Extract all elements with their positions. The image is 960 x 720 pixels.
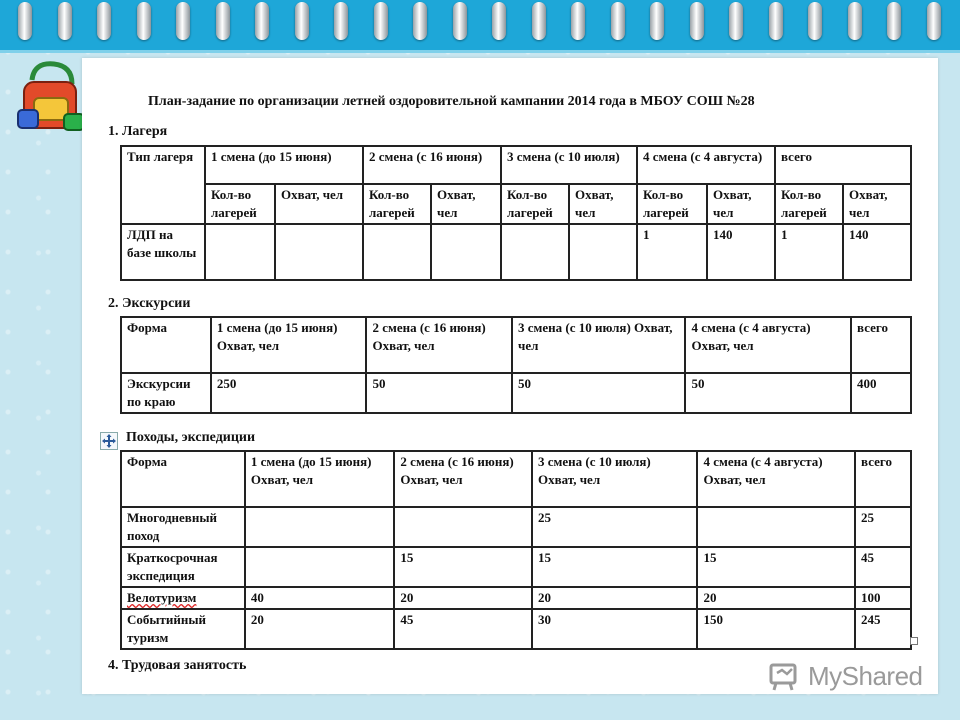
table-cell: 140	[843, 224, 911, 280]
row-label: Многодневный поход	[121, 507, 245, 547]
table-cell: 30	[532, 609, 697, 649]
presentation-logo-icon	[768, 661, 802, 691]
table-cell: 50	[512, 373, 685, 413]
table-cell: 25	[855, 507, 911, 547]
document-page	[82, 58, 938, 694]
table-subheader-row	[121, 184, 911, 224]
table-cell: 15	[394, 547, 532, 587]
table-cell: 1	[637, 224, 707, 280]
row-label	[121, 587, 245, 609]
table-cell	[697, 507, 855, 547]
binder-ring	[453, 2, 467, 40]
binder-ring	[887, 2, 901, 40]
header-cell: 2 смена (с 16 июня) Охват, чел	[394, 451, 532, 507]
binder-ring	[176, 2, 190, 40]
table-cell: 400	[851, 373, 911, 413]
binder-ring	[295, 2, 309, 40]
table-cell	[245, 507, 395, 547]
binder-ring	[492, 2, 506, 40]
watermark	[768, 656, 938, 696]
table-header-row	[121, 317, 911, 373]
header-cell: Форма	[121, 451, 245, 507]
subheader-cell: Охват, чел	[431, 184, 501, 224]
table-cell: 140	[707, 224, 775, 280]
binder-ring	[571, 2, 585, 40]
table-cell: 45	[394, 609, 532, 649]
header-cell: 4 смена (с 4 августа)	[637, 146, 775, 184]
binder-ring	[216, 2, 230, 40]
table-cell: 20	[394, 587, 532, 609]
subheader-cell: Кол-во лагерей	[363, 184, 431, 224]
row-label: Экскурсии по краю	[121, 373, 211, 413]
header-cell: 4 смена (с 4 августа) Охват, чел	[685, 317, 851, 373]
table-row	[121, 224, 911, 280]
row-label: Краткосрочная экспедиция	[121, 547, 245, 587]
header-cell: 3 смена (с 10 июля) Охват, чел	[532, 451, 697, 507]
table-move-icon[interactable]	[100, 432, 118, 450]
binder-ring	[18, 2, 32, 40]
binder-ring	[413, 2, 427, 40]
backpack-icon	[14, 58, 90, 136]
table-cell: 150	[697, 609, 855, 649]
binder-ring	[334, 2, 348, 40]
binder-ring	[532, 2, 546, 40]
move-arrows-icon	[101, 433, 117, 449]
binder-ring	[58, 2, 72, 40]
table-row	[121, 609, 911, 649]
header-cell: 3 смена (с 10 июля) Охват, чел	[512, 317, 685, 373]
table-cell	[501, 224, 569, 280]
table-cell: 100	[855, 587, 911, 609]
table-cell: 20	[697, 587, 855, 609]
table-header-row	[121, 146, 911, 184]
header-cell: 1 смена (до 15 июня)	[205, 146, 363, 184]
binder-ring	[690, 2, 704, 40]
binder-ring	[255, 2, 269, 40]
subheader-cell: Охват, чел	[275, 184, 363, 224]
watermark-text: MyShared	[808, 660, 923, 691]
spellcheck-word: Велотуризм	[127, 590, 197, 605]
table-cell: 15	[697, 547, 855, 587]
table-resize-handle[interactable]	[910, 637, 918, 645]
table-cell: 15	[532, 547, 697, 587]
table-cell: 25	[532, 507, 697, 547]
binder-ring	[729, 2, 743, 40]
table-cell: 1	[775, 224, 843, 280]
binder-ring	[808, 2, 822, 40]
binder-ring	[650, 2, 664, 40]
table-cell: 40	[245, 587, 395, 609]
subheader-cell: Кол-во лагерей	[501, 184, 569, 224]
binder-ring	[97, 2, 111, 40]
section-heading-camps: 1. Лагеря	[108, 124, 168, 139]
document-title: План-задание по организации летней оздоровительной кампании 2014 года в МБОУ СОШ №28	[148, 94, 755, 109]
table-cell: 250	[211, 373, 367, 413]
excursions-table	[120, 316, 912, 414]
hikes-table	[120, 450, 912, 650]
header-cell: 2 смена (с 16 июня)	[363, 146, 501, 184]
subheader-cell: Кол-во лагерей	[775, 184, 843, 224]
binder-ring	[137, 2, 151, 40]
header-cell: 1 смена (до 15 июня) Охват, чел	[211, 317, 367, 373]
table-cell	[205, 224, 275, 280]
table-cell: 50	[685, 373, 851, 413]
table-row	[121, 547, 911, 587]
header-cell: всего	[851, 317, 911, 373]
subheader-cell: Охват, чел	[569, 184, 637, 224]
table-row	[121, 587, 911, 609]
table-cell	[431, 224, 501, 280]
table-cell: 20	[532, 587, 697, 609]
table-cell: 50	[366, 373, 512, 413]
section-heading-employment: 4. Трудовая занятость	[108, 658, 247, 673]
table-cell: 245	[855, 609, 911, 649]
header-cell: 4 смена (с 4 августа) Охват, чел	[697, 451, 855, 507]
table-row	[121, 373, 911, 413]
table-cell	[363, 224, 431, 280]
header-cell: 3 смена (с 10 июля)	[501, 146, 637, 184]
row-label: Событийный туризм	[121, 609, 245, 649]
binder-ring	[611, 2, 625, 40]
table-cell: 45	[855, 547, 911, 587]
subheader-cell: Кол-во лагерей	[637, 184, 707, 224]
header-cell: всего	[855, 451, 911, 507]
section-heading-hikes: Походы, экспедиции	[126, 430, 256, 445]
subheader-cell: Охват, чел	[707, 184, 775, 224]
header-cell: всего	[775, 146, 911, 184]
table-cell	[569, 224, 637, 280]
table-row	[121, 507, 911, 547]
binder-ring	[769, 2, 783, 40]
header-cell: Тип лагеря	[121, 146, 205, 224]
table-cell	[394, 507, 532, 547]
subheader-cell: Кол-во лагерей	[205, 184, 275, 224]
header-cell: 1 смена (до 15 июня) Охват, чел	[245, 451, 395, 507]
subheader-cell: Охват, чел	[843, 184, 911, 224]
binder-ring	[848, 2, 862, 40]
table-cell	[245, 547, 395, 587]
camps-table	[120, 145, 912, 281]
header-cell: Форма	[121, 317, 211, 373]
table-cell	[275, 224, 363, 280]
binder-ring	[374, 2, 388, 40]
table-cell: 20	[245, 609, 395, 649]
row-label: ЛДП на базе школы	[121, 224, 205, 280]
binder-ring	[927, 2, 941, 40]
binder-strip	[0, 0, 960, 53]
table-header-row	[121, 451, 911, 507]
header-cell: 2 смена (с 16 июня) Охват, чел	[366, 317, 512, 373]
section-heading-excursions: 2. Экскурсии	[108, 296, 191, 311]
